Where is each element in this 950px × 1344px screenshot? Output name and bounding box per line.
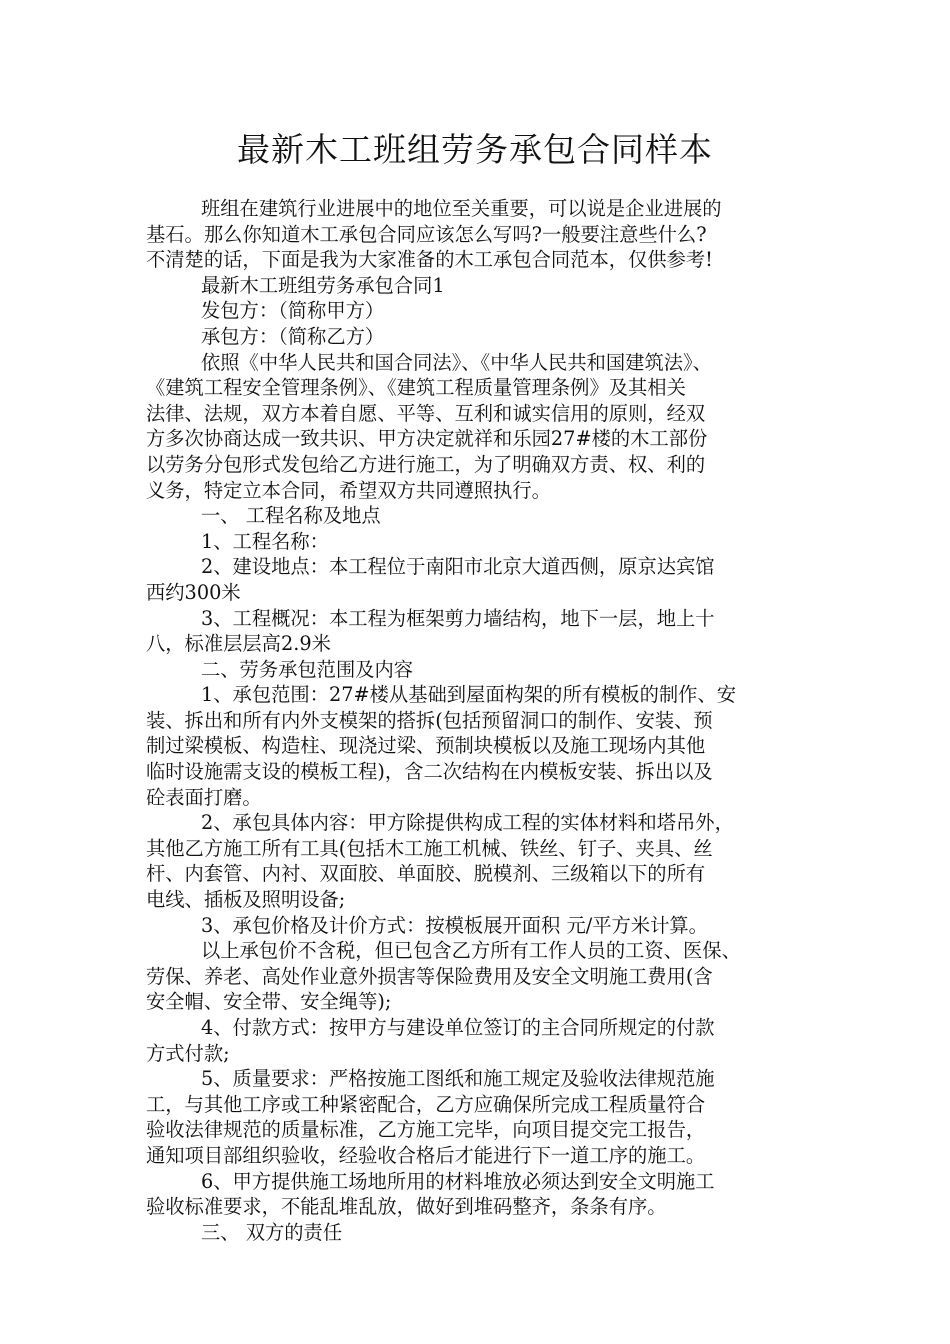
text-line: 以上承包价不含税，但已包含乙方所有工作人员的工资、医保、 (201, 939, 741, 963)
text-line: 三、 双方的责任 (201, 1220, 343, 1244)
text-line: 二、劳务承包范围及内容 (201, 657, 414, 681)
text-line: 承包方：（简称乙方） (201, 324, 385, 348)
text-line: 八，标准层层高2.9米 (146, 632, 331, 656)
text-line: 依照《中华人民共和国合同法》、《中华人民共和国建筑法》、 (201, 350, 712, 374)
text-line: 5、质量要求：严格按施工图纸和施工规定及验收法律规范施 (201, 1067, 715, 1091)
text-line: 电线、插板及照明设备; (146, 888, 346, 912)
text-line: 其他乙方施工所有工具(包括木工施工机械、铁丝、钉子、夹具、丝 (146, 836, 713, 860)
text-line: 方多次协商达成一致共识、甲方决定就祥和乐园27#楼的木工部份 (146, 427, 708, 451)
text-line: 发包方：（简称甲方） (201, 299, 385, 323)
text-line: 2、建设地点：本工程位于南阳市北京大道西侧，原京达宾馆 (201, 555, 715, 579)
text-line: 《建筑工程安全管理条例》、《建筑工程质量管理条例》及其相关 (146, 376, 686, 400)
text-line: 通知项目部组织验收，经验收合格后才能进行下一道工序的施工。 (146, 1143, 706, 1167)
text-line: 西约300米 (146, 580, 241, 604)
text-line: 验收法律规范的质量标准，乙方施工完毕，向项目提交完工报告， (146, 1118, 706, 1142)
text-line: 4、付款方式：按甲方与建设单位签订的主合同所规定的付款 (201, 1016, 715, 1039)
text-line: 最新木工班组劳务承包合同1 (201, 273, 445, 297)
text-line: 装、拆出和所有内外支模架的搭拆(包括预留洞口的制作、安装、预 (146, 708, 713, 732)
text-line: 砼表面打磨。 (146, 785, 262, 809)
text-line: 班组在建筑行业进展中的地位至关重要，可以说是企业进展的 (201, 197, 722, 220)
text-line: 临时设施需支设的模板工程)，含二次结构在内模板安装、拆出以及 (146, 760, 713, 784)
document-title: 最新木工班组劳务承包合同样本 (237, 130, 713, 169)
text-line: 3、工程概况：本工程为框架剪力墙结构，地下一层，地上十 (201, 606, 715, 630)
text-line: 义务，特定立本合同，希望双方共同遵照执行。 (146, 478, 551, 502)
text-line: 2、承包具体内容：甲方除提供构成工程的实体材料和塔吊外， (201, 811, 734, 835)
text-line: 安全帽、安全带、安全绳等); (146, 990, 392, 1014)
text-line: 3、承包价格及计价方式：按模板展开面积 元/平方米计算。 (201, 913, 708, 937)
text-line: 方式付款; (146, 1041, 230, 1065)
document-body (146, 196, 814, 1245)
text-line: 工，与其他工序或工种紧密配合，乙方应确保所完成工程质量符合 (146, 1092, 706, 1116)
text-line: 验收标准要求，不能乱堆乱放，做好到堆码整齐，条条有序。 (146, 1195, 667, 1219)
text-line: 法律、法规，双方本着自愿、平等、互利和诚实信用的原则，经双 (146, 401, 706, 425)
text-line: 一、 工程名称及地点 (201, 504, 381, 528)
text-line: 劳保、养老、高处作业意外损害等保险费用及安全文明施工费用(含 (146, 964, 713, 988)
text-line: 1、工程名称： (201, 529, 329, 553)
text-line: 基石。那么你知道木工承包合同应该怎么写吗?一般要注意些什么? (146, 222, 707, 246)
text-line: 1、承包范围：27#楼从基础到屋面构架的所有模板的制作、安 (201, 683, 736, 707)
text-line: 6、甲方提供施工场地所用的材料堆放必须达到安全文明施工 (201, 1169, 715, 1193)
text-line: 不清楚的话，下面是我为大家准备的木工承包合同范本，仅供参考! (146, 248, 713, 272)
text-line: 以劳务分包形式发包给乙方进行施工，为了明确双方责、权、利的 (146, 452, 706, 476)
text-line: 制过梁模板、构造柱、现浇过梁、预制块模板以及施工现场内其他 (146, 734, 706, 758)
text-line: 杆、内套管、内衬、双面胶、单面胶、脱模剂、三级箱以下的所有 (146, 862, 706, 886)
